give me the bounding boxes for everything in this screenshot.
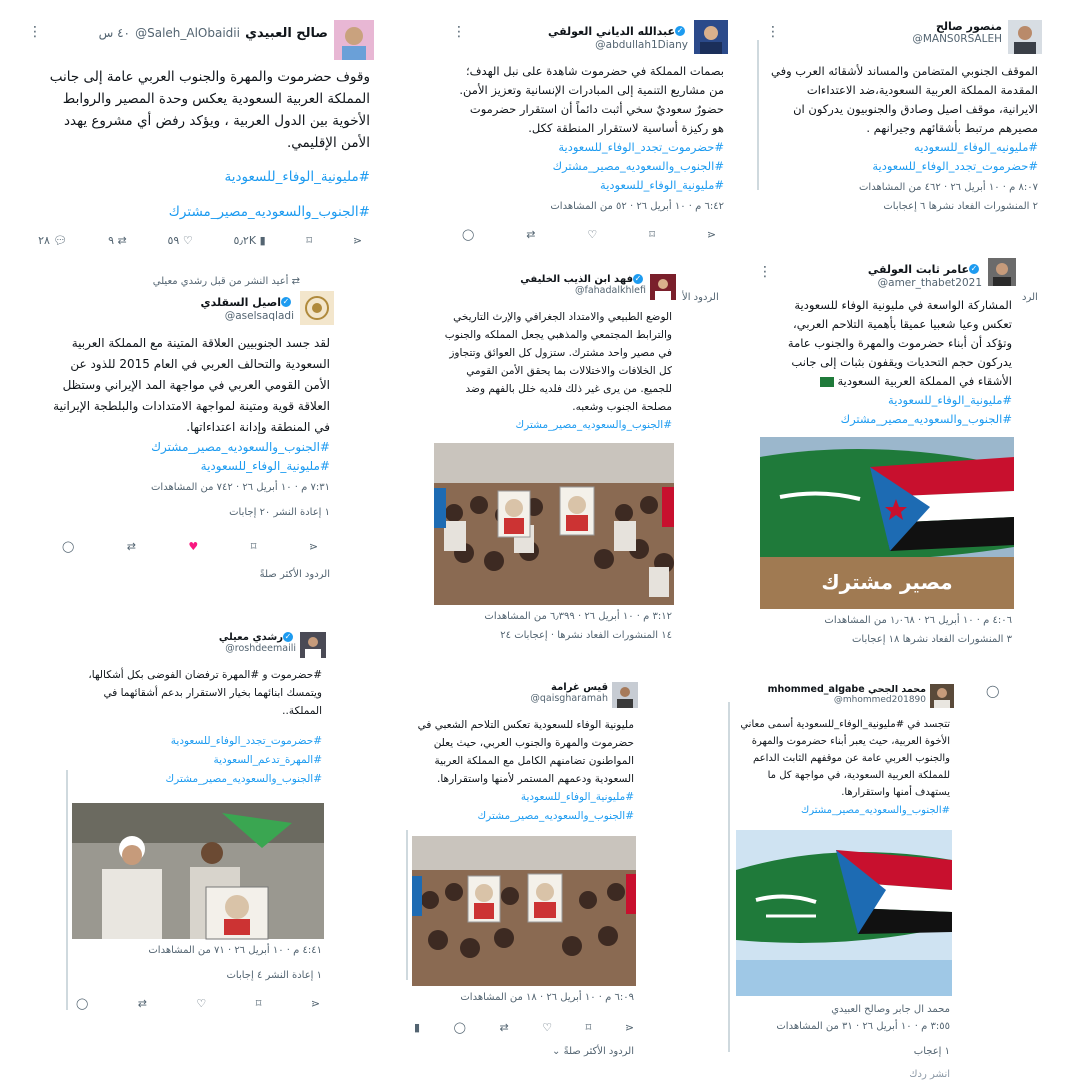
reply-input[interactable]: انشر ردك bbox=[909, 1069, 950, 1080]
hashtag-link[interactable]: #الجنوب_والسعوديه_مصير_مشترك bbox=[168, 204, 370, 220]
avatar[interactable] bbox=[694, 20, 728, 54]
hashtag-link[interactable]: #حضرموت_تجدد_الوفاء_للسعودية bbox=[558, 140, 724, 154]
tweet-text: لقد جسد الجنوبيين العلاقة المتينة مع المملكة العربية السعودية والتحالف العربي في العام 2015 للذود عن الأمن القومي العربي في مواجهة المد الإيراني وستظل العلاقة قوية ومتينة لمواجهة الامتدادات والبلطجة الإيرانية في المنطقة وإدانة اعتداءاتها. bbox=[53, 336, 330, 434]
reply-button[interactable] bbox=[76, 997, 88, 1010]
tweet-actions bbox=[64, 981, 332, 1010]
more-options-icon[interactable]: ⋮ bbox=[452, 24, 466, 40]
tweet-actions bbox=[40, 518, 340, 553]
share-icon: ⋖ bbox=[310, 997, 320, 1010]
tweet-header bbox=[728, 682, 960, 712]
handle[interactable]: @aselsaqladi bbox=[224, 310, 294, 322]
hashtag-link[interactable]: #مليونية_الوفاء_للسعودية bbox=[888, 393, 1012, 407]
crowd-photo[interactable] bbox=[412, 836, 636, 986]
banner-caption: مصير مشترك bbox=[821, 570, 953, 594]
timestamp: ٤٠ س bbox=[98, 26, 130, 40]
like-button[interactable] bbox=[188, 540, 198, 553]
verified-icon: ✓ bbox=[284, 632, 292, 641]
retweet-button[interactable] bbox=[127, 540, 136, 553]
retweet-button[interactable]: ⇄ ٩ bbox=[108, 234, 127, 247]
tweet-text: بصمات المملكة في حضرموت شاهدة على نبل الهدف؛ من مشاريع التنمية إلى المبادرات الإنسانية وتعزيز الأمن. حضورٌ سعوديٌ سخي أثبت دائماً أن استقرار حضرموت هو ركيزة أساسية لاستقرار المنطقة ككل. bbox=[459, 64, 724, 135]
tweet-card-amer bbox=[752, 256, 1022, 674]
liked-by-names[interactable]: محمد ال جابر وصالح العبيدي bbox=[831, 1004, 950, 1015]
tweet-meta: ٤:٤١ م · ١٠ أبريل ٢٦ · ٧١ من المشاهدات bbox=[148, 945, 322, 956]
avatar[interactable] bbox=[988, 258, 1016, 286]
bookmark-button[interactable] bbox=[306, 234, 312, 247]
share-button[interactable] bbox=[625, 1021, 634, 1034]
handle[interactable]: @qaisgharamah bbox=[530, 693, 608, 704]
share-icon: ⋖ bbox=[308, 540, 318, 553]
hashtag-link[interactable]: #حضرموت_تجدد_الوفاء_للسعودية bbox=[872, 159, 1038, 173]
flags-image[interactable] bbox=[736, 830, 952, 996]
tweet-actions bbox=[404, 1003, 644, 1034]
bookmark-icon: ⌑ bbox=[255, 997, 262, 1010]
share-button[interactable] bbox=[353, 234, 362, 247]
handle[interactable]: @abdullah1Diany bbox=[595, 39, 688, 51]
hashtag-link[interactable]: #الجنوب_والسعوديه_مصير_مشترك bbox=[515, 419, 672, 431]
tweet-card-saleh bbox=[20, 18, 380, 268]
share-button[interactable] bbox=[311, 997, 320, 1010]
heart-icon: ♡ bbox=[196, 997, 207, 1010]
bookmark-icon: ⌑ bbox=[306, 234, 313, 247]
retweet-icon: ⇄ bbox=[499, 1021, 509, 1034]
engagement-stats[interactable]: ١ إعادة النشر ٤ إجابات bbox=[226, 970, 322, 981]
tweet-card-mohammed bbox=[728, 682, 960, 1080]
tweet-header bbox=[404, 680, 644, 710]
tweet-text: الموقف الجنوبي المتضامن والمساند لأشقائه العرب وفي المقدمة المملكة العربية السعودية،ضد الاعتداءات الايرانية، موقف اصيل وصادق والجنوبيون يدركون ان مصيرهم مرتبط بأشقائهم وجيرانهم . bbox=[771, 64, 1038, 135]
hashtag-link[interactable]: #مليونية_الوفاء_للسعودية bbox=[224, 169, 370, 185]
views-button[interactable]: ▮ ٥٫٢K bbox=[233, 234, 266, 247]
saudi-flag-emoji-icon bbox=[820, 377, 834, 387]
display-name[interactable]: محمد الجحي mhommed_algabe bbox=[767, 684, 926, 695]
views-icon: ▮ bbox=[259, 234, 266, 247]
avatar[interactable] bbox=[1008, 20, 1042, 54]
handle[interactable]: @fahadalkhlefi bbox=[575, 285, 646, 296]
replies-sort-label[interactable]: الردود الأكثر صلةً ⌄ bbox=[552, 1046, 634, 1057]
display-name[interactable]: قيس غرامة bbox=[551, 682, 608, 693]
verified-icon: ✓ bbox=[676, 25, 684, 35]
like-button[interactable] bbox=[196, 997, 206, 1010]
engagement-stats[interactable]: ١٤ المنشورات الفعاد نشرها · إعجابات ٢٤ bbox=[500, 630, 672, 641]
retweet-button[interactable] bbox=[526, 228, 535, 241]
reply-icon: 💬︎ bbox=[53, 234, 68, 247]
reply-button[interactable] bbox=[62, 540, 74, 553]
avatar[interactable] bbox=[300, 632, 326, 658]
reply-button[interactable] bbox=[462, 228, 474, 241]
like-button[interactable] bbox=[542, 1021, 552, 1034]
tweet-header bbox=[40, 289, 340, 325]
tweet-header bbox=[426, 272, 682, 302]
thread-line bbox=[406, 830, 408, 980]
reply-icon: ◯ bbox=[453, 1021, 466, 1034]
tweet-card-abdullah bbox=[444, 18, 734, 270]
tweet-header bbox=[758, 18, 1048, 54]
bookmark-button[interactable] bbox=[256, 997, 262, 1010]
more-options-icon[interactable]: ⋮ bbox=[766, 24, 780, 40]
tweet-text: وقوف حضرموت والمهرة والجنوب العربي عامة إلى جانب المملكة العربية السعودية يعكس وحدة المصير والروابط الأخوية بين الدول العربية ، ويؤكد رفض أي مشروع يهدد الأمن الإقليمي. bbox=[49, 69, 370, 151]
reply-toggle-icon[interactable]: ◯ bbox=[986, 684, 1000, 698]
tweet-meta: ٣:١٢ م · ١٠ أبريل ٢٦ · ٦٫٣٩٩ من المشاهدات bbox=[484, 611, 672, 622]
retweeted-by-label[interactable]: ⇄ أعيد النشر من قبل رشدي معيلي bbox=[152, 276, 300, 287]
display-name[interactable]: صالح العبيدي bbox=[245, 26, 328, 41]
share-button[interactable] bbox=[309, 540, 318, 553]
retweet-icon: ⇄ bbox=[137, 997, 147, 1010]
share-icon: ⋖ bbox=[624, 1021, 634, 1034]
engagement-stats[interactable]: ١ إعادة النشر ٢٠ إجابات bbox=[229, 507, 330, 518]
tweet-meta: ٧:٣١ م · ١٠ أبريل ٢٦ · ٧٤٢ من المشاهدات bbox=[151, 482, 330, 493]
avatar[interactable] bbox=[612, 682, 638, 708]
reply-icon: ◯ bbox=[62, 540, 75, 553]
hashtag-link[interactable]: #الجنوب_والسعوديه_مصير_مشترك bbox=[800, 805, 950, 816]
display-name[interactable]: اصيل السقلدي bbox=[200, 296, 281, 309]
retweet-icon: ⇄ bbox=[117, 234, 127, 247]
tweet-header bbox=[752, 256, 1022, 292]
hashtag-link[interactable]: #الجنوب_والسعوديه_مصير_مشترك bbox=[840, 412, 1012, 426]
tweet-text: #حضرموت و #المهرة ترفضان الفوضى بكل أشكالها، ويتمسك ابنائهما بخيار الاستقرار بدعم أشقائهما في المملكة.. bbox=[88, 669, 322, 717]
hashtag-link[interactable]: #مليونية_الوفاء_للسعودية bbox=[520, 791, 634, 803]
share-icon: ⋖ bbox=[352, 234, 362, 247]
views-button[interactable] bbox=[414, 1021, 420, 1034]
retweet-icon: ⇄ bbox=[126, 540, 136, 553]
handle[interactable]: @roshdeemaili bbox=[225, 643, 296, 654]
hashtag-link[interactable]: #مليونيه_الوفاء_للسعوديه bbox=[914, 140, 1038, 154]
more-options-icon[interactable]: ⋮ bbox=[28, 24, 42, 40]
retweet-button[interactable] bbox=[138, 997, 147, 1010]
reply-icon: ◯ bbox=[462, 228, 475, 241]
verified-icon: ✓ bbox=[970, 263, 978, 273]
hashtag-link[interactable]: #الجنوب_والسعوديه_مصير_مشترك bbox=[552, 159, 724, 173]
tweet-card-asel bbox=[40, 276, 340, 616]
engagement-stats[interactable]: ٢ المنشورات الفعاد نشرها ٦ إعجابات bbox=[883, 201, 1038, 212]
display-name[interactable]: فهد ابن الذيب الخليفي bbox=[520, 274, 633, 285]
heart-icon: ♡ bbox=[542, 1021, 553, 1034]
avatar[interactable] bbox=[300, 291, 334, 325]
hashtag-link[interactable]: #مليونية_الوفاء_للسعودية bbox=[200, 459, 330, 473]
bookmark-icon: ⌑ bbox=[585, 1021, 592, 1034]
hashtag-link[interactable]: #حضرموت_تجدد_الوفاء_للسعودية bbox=[170, 735, 322, 747]
tweet-text: مليونية الوفاء للسعودية تعكس التلاحم الشعبي في حضرموت والمهرة والجنوب العربي، حيث يعلن المواطنون تضامنهم الكامل مع المملكة العربية السعودية ودعمهم المستمر لأمنها واستقرارها. bbox=[417, 719, 634, 785]
replies-sort-label[interactable]: الردود الأكثر صلةً bbox=[259, 569, 330, 580]
handle[interactable]: @mhommed201890 bbox=[833, 695, 926, 705]
handle[interactable]: @Saleh_AlObaidii bbox=[135, 26, 240, 40]
heart-icon: ♡ bbox=[587, 228, 598, 241]
share-button[interactable] bbox=[707, 228, 716, 241]
hashtag-link[interactable]: #المهرة_تدعم_السعودية bbox=[213, 754, 322, 766]
heart-icon: ♡ bbox=[182, 234, 193, 247]
verified-icon: ✓ bbox=[634, 274, 642, 283]
retweet-button[interactable] bbox=[499, 1021, 508, 1034]
views-icon: ▮ bbox=[414, 1021, 421, 1034]
display-name[interactable]: عبدالله الدياني العولقي bbox=[547, 25, 675, 38]
handle[interactable]: @amer_thabet2021 bbox=[877, 277, 982, 289]
tweet-meta: ٦:٠٩ م · ١٠ أبريل ٢٦ · ١٨ من المشاهدات bbox=[460, 992, 634, 1003]
tweet-card-qais bbox=[404, 680, 644, 1060]
thread-line bbox=[728, 702, 730, 1052]
flags-banner-image[interactable] bbox=[760, 437, 1014, 609]
heart-filled-icon: ♥ bbox=[188, 540, 199, 553]
tweet-meta: ٣:٥٥ م · ١٠ أبريل ٢٦ · ٣١ من المشاهدات bbox=[776, 1021, 950, 1032]
tweet-actions bbox=[444, 212, 734, 241]
thread-line bbox=[757, 40, 759, 190]
hashtag-link[interactable]: #الجنوب_والسعوديه_مصير_مشترك bbox=[477, 810, 634, 822]
share-icon: ⋖ bbox=[706, 228, 716, 241]
rally-image bbox=[434, 443, 674, 605]
tweet-card-mansour bbox=[758, 18, 1048, 244]
replies-side-label: الرد bbox=[1022, 292, 1038, 303]
tweet-header bbox=[20, 18, 380, 62]
tweet-meta: ٦:٤٢ م · ١٠ أبريل ٢٦ · ٥٢ من المشاهدات bbox=[550, 201, 724, 212]
display-name[interactable]: عامر ثابت العولقي bbox=[867, 263, 969, 276]
tweet-meta: ٤:٠٦ م · ١٠ أبريل ٢٦ · ١٫٠٦٨ من المشاهدات bbox=[824, 615, 1012, 626]
tweet-text: المشاركة الواسعة في مليونية الوفاء للسعودية تعكس وعيا شعبيا عميقا بأهمية التلاحم العربي، وتؤكد أن أبناء حضرموت والمهرة والجنوب عامة يدركون حجم التحديات ويقفون بثبات إلى جانب الأشقاء في المملكة العربية السعودية bbox=[787, 298, 1012, 388]
engagement-stats[interactable]: ٣ المنشورات الفعاد نشرها ١٨ إعجابات bbox=[852, 634, 1012, 645]
like-button[interactable] bbox=[587, 228, 597, 241]
tweet-card-roshdee bbox=[64, 630, 332, 1060]
handle[interactable]: @MANS0RSALEH bbox=[912, 33, 1002, 45]
engagement-stats[interactable]: ١ إعجاب bbox=[913, 1046, 950, 1057]
tweet-header bbox=[64, 630, 332, 660]
reply-button[interactable]: 💬︎ ٢٨ bbox=[38, 234, 68, 247]
hashtag-link[interactable]: #الجنوب_والسعوديه_مصير_مشترك bbox=[165, 773, 322, 785]
reply-button[interactable] bbox=[454, 1021, 466, 1034]
tweet-text: تتجسد في #مليونية_الوفاء_للسعودية أسمى معاني الأخوة العربية، حيث يعبر أبناء حضرموت والمهرة والجنوب العربي عامة عن موقفهم الثابت الداعم للمملكة العربية السعودية، في مواجهة كل ما يستهدف أمنها واستقرارها. bbox=[740, 719, 950, 798]
reply-icon: ◯ bbox=[76, 997, 89, 1010]
like-button[interactable]: ♡ ٥٩ bbox=[167, 234, 193, 247]
hashtag-link[interactable]: #مليونية_الوفاء_للسعودية bbox=[600, 178, 724, 192]
tweet-text: الوضع الطبيعي والامتداد الجغرافي والإرث التاريخي والترابط المجتمعي والمذهبي يجعل المملكه والجنوب في مصير واحد مشترك. ستزول كل العوائق وتتجاوز كل الخلافات والاختلالات بما يحقق الأمن القومي للجميع. من يرى غير ذلك فلديه خلل بالفهم وضد مصلحة الجنوب وشعبه. bbox=[444, 311, 672, 413]
tweet-header bbox=[444, 18, 734, 54]
hashtag-link[interactable]: #الجنوب_والسعوديه_مصير_مشترك bbox=[151, 440, 330, 454]
display-name[interactable]: رشدي معيلي bbox=[218, 632, 283, 643]
bookmark-button[interactable] bbox=[251, 540, 257, 553]
bookmark-icon: ⌑ bbox=[649, 228, 655, 241]
replies-side-label: الردود الأ bbox=[682, 292, 719, 303]
bookmark-button[interactable] bbox=[649, 228, 655, 241]
more-options-icon[interactable]: ⋮ bbox=[758, 264, 772, 280]
verified-icon: ✓ bbox=[282, 296, 290, 306]
avatar[interactable] bbox=[334, 20, 374, 60]
avatar[interactable] bbox=[930, 684, 954, 708]
tweet-actions bbox=[20, 222, 380, 247]
avatar[interactable] bbox=[650, 274, 676, 300]
bookmark-icon: ⌑ bbox=[250, 540, 257, 553]
bookmark-button[interactable] bbox=[586, 1021, 592, 1034]
tweet-card-fahad bbox=[426, 272, 682, 680]
retweet-icon: ⇄ bbox=[526, 228, 536, 241]
tweet-meta: ٨:٠٧ م · ١٠ أبريل ٢٦ · ٤٦٢ من المشاهدات bbox=[859, 182, 1038, 193]
thread-line bbox=[66, 770, 68, 1010]
chevron-down-icon: ⌄ bbox=[552, 1046, 561, 1057]
elders-photo[interactable] bbox=[72, 803, 324, 939]
retweet-icon: ⇄ bbox=[288, 276, 300, 287]
crowd-photo[interactable] bbox=[434, 443, 674, 605]
display-name[interactable]: منصور صالح bbox=[935, 20, 1002, 33]
